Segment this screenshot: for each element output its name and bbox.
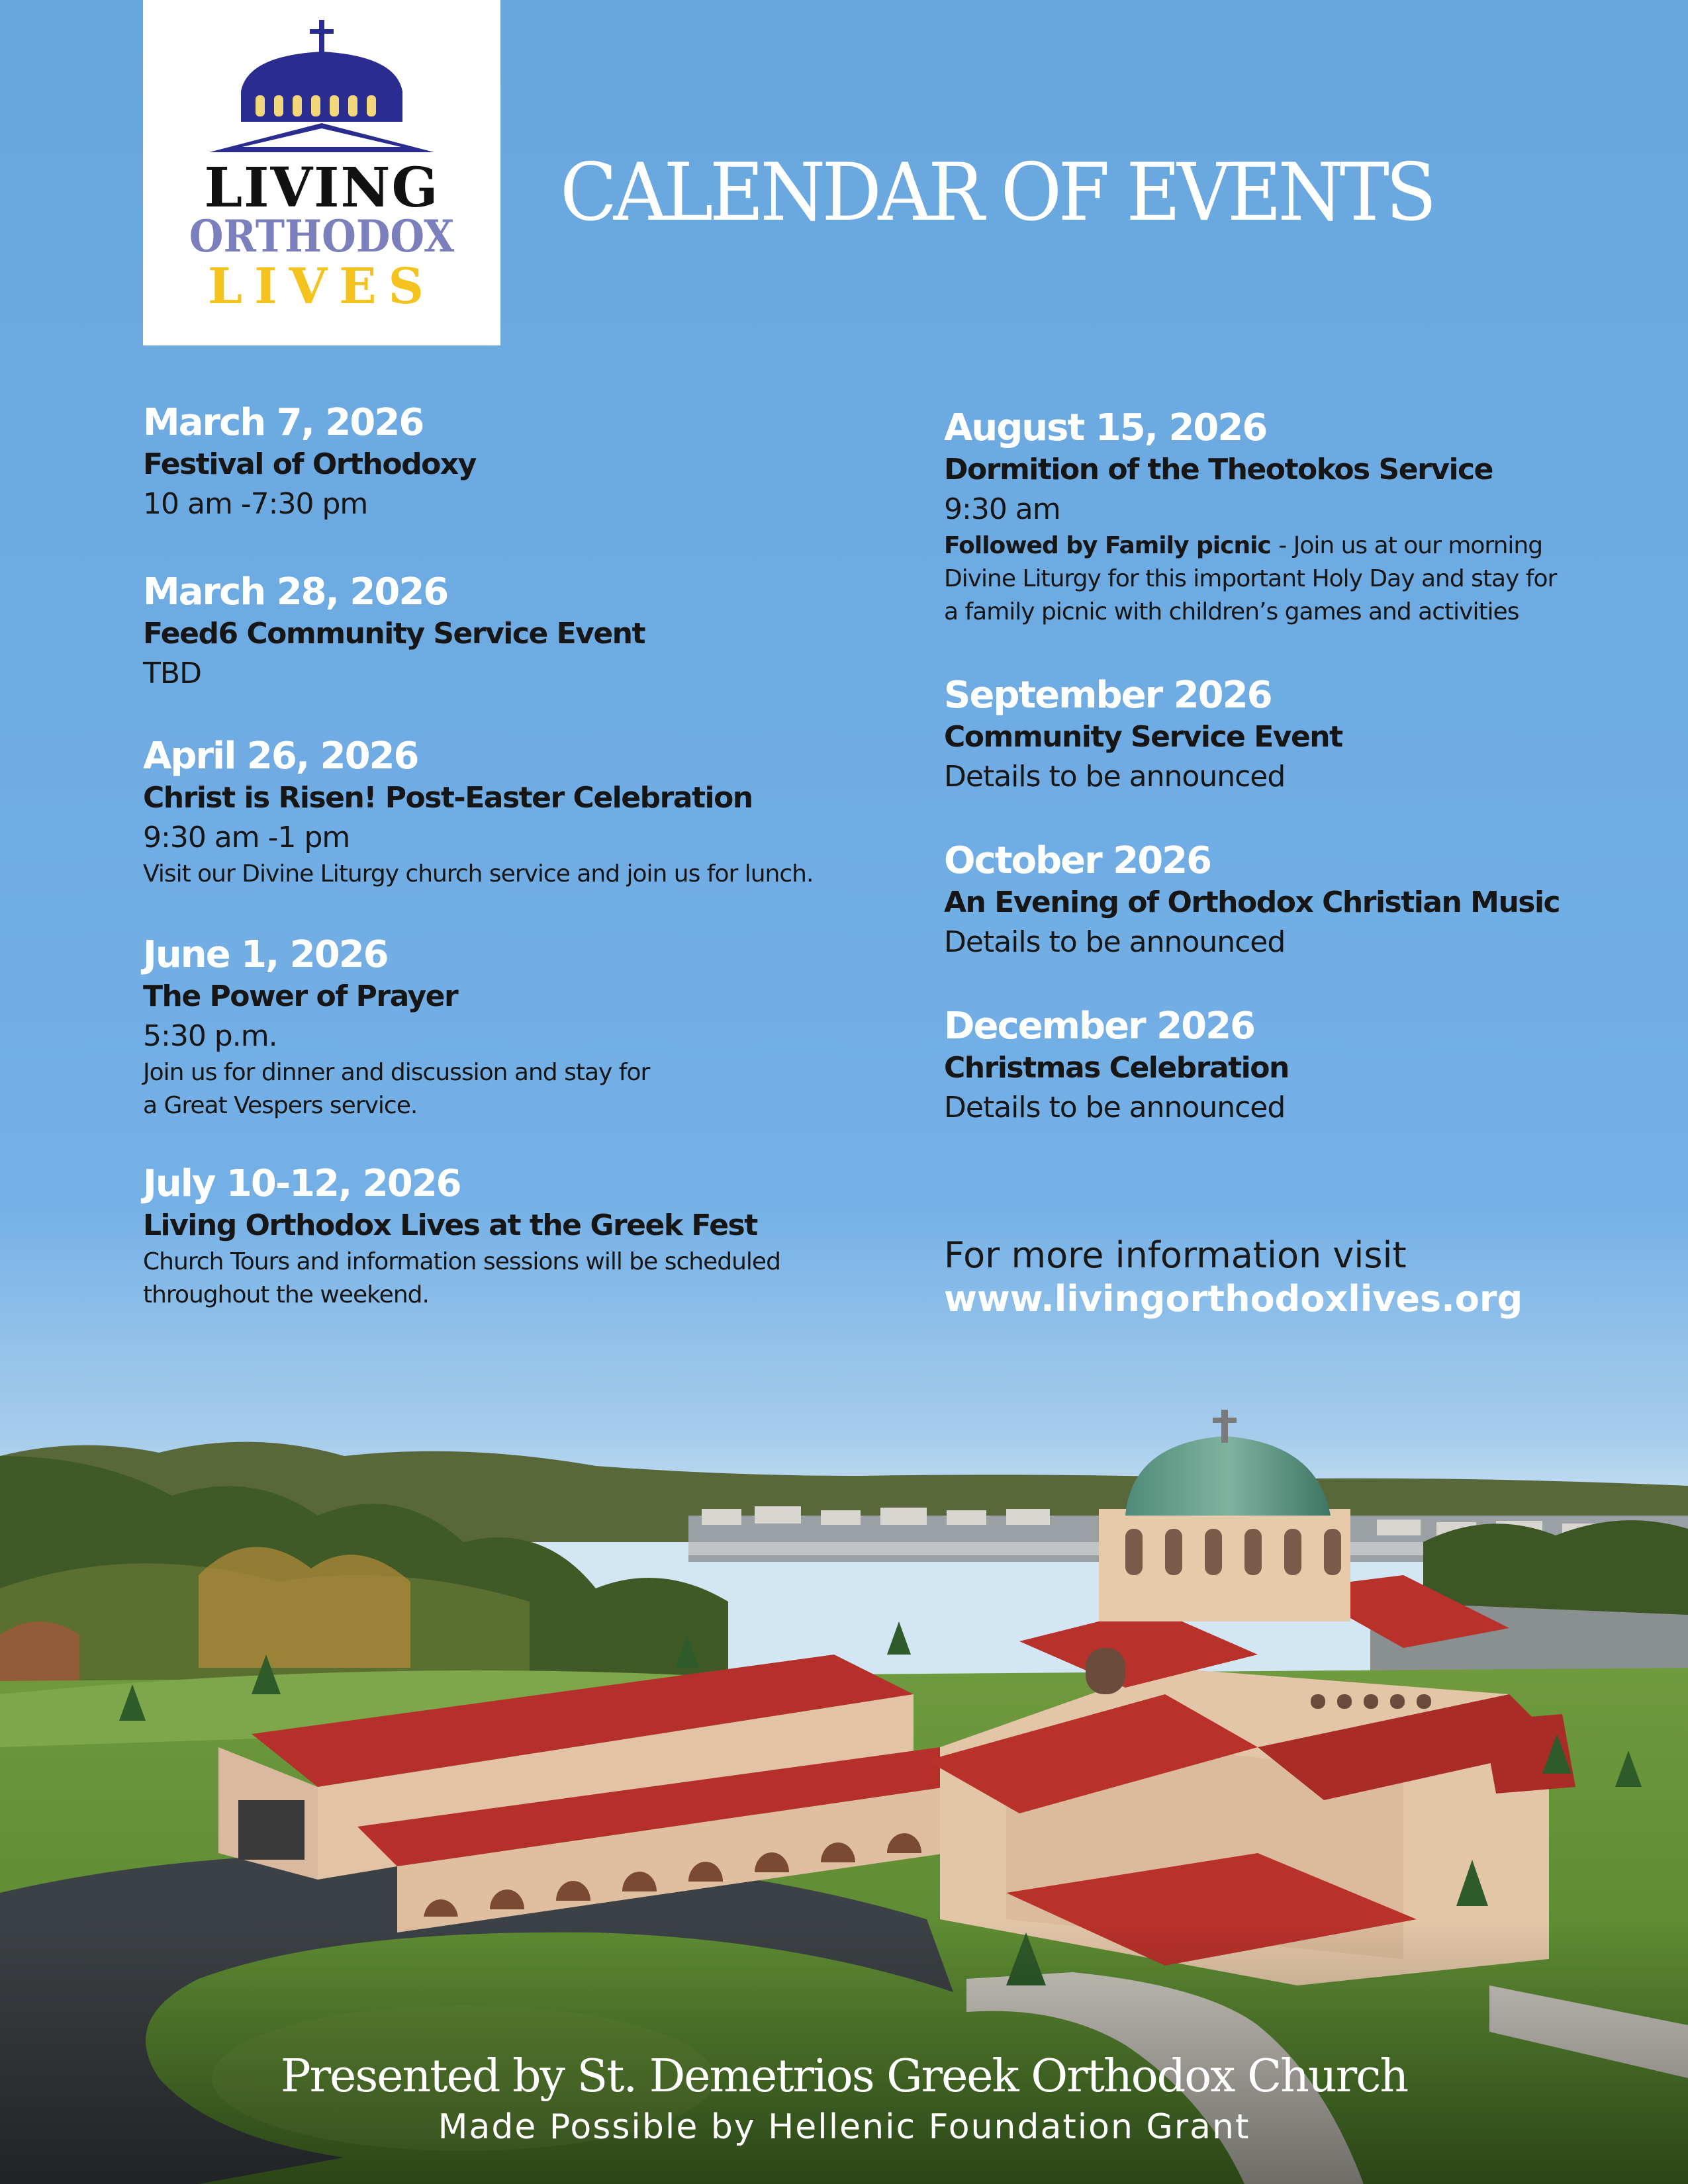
event-date: December 2026 bbox=[944, 1005, 1255, 1048]
event-time: TBD bbox=[143, 657, 201, 690]
event-time: 10 am -7:30 pm bbox=[143, 487, 368, 521]
logo-line-orthodox: ORTHODOX bbox=[189, 210, 455, 262]
event-time: Details to be announced bbox=[944, 1091, 1286, 1124]
church-dome-icon bbox=[143, 0, 500, 159]
event-date: September 2026 bbox=[944, 674, 1272, 717]
event-description: Visit our Divine Liturgy church service and join us for lunch. bbox=[143, 860, 814, 887]
event-title: The Power of Prayer bbox=[143, 979, 458, 1013]
event-description-line: Divine Liturgy for this important Holy Day and stay for bbox=[944, 565, 1557, 592]
event-description-text: - Join us at our morning bbox=[1278, 532, 1543, 559]
event-title: Dormition of the Theotokos Service bbox=[944, 453, 1493, 486]
events-right-column bbox=[944, 406, 1613, 1128]
event-description-line: Join us for dinner and discussion and stay for bbox=[143, 1059, 650, 1086]
event-time: Details to be announced bbox=[944, 925, 1286, 959]
event-date: October 2026 bbox=[944, 839, 1211, 882]
event-title: Feed6 Community Service Event bbox=[143, 617, 645, 651]
event-festival-of-orthodoxy bbox=[143, 401, 871, 524]
more-info-label: For more information visit bbox=[944, 1234, 1407, 1276]
event-title: Christmas Celebration bbox=[944, 1051, 1289, 1085]
logo-line-lives: LIVES bbox=[208, 258, 436, 315]
event-title: Living Orthodox Lives at the Greek Fest bbox=[143, 1208, 757, 1242]
page-title: CALENDAR OF EVENTS bbox=[560, 147, 1433, 239]
event-date: March 28, 2026 bbox=[143, 570, 448, 614]
event-time: 9:30 am bbox=[944, 492, 1060, 526]
event-christmas bbox=[944, 1005, 1613, 1128]
event-time: 5:30 p.m. bbox=[143, 1019, 277, 1053]
logo-line-living: LIVING bbox=[204, 156, 440, 220]
event-date: August 15, 2026 bbox=[944, 406, 1267, 449]
more-info bbox=[944, 1234, 1523, 1321]
event-description-line: a Great Vespers service. bbox=[143, 1092, 418, 1119]
event-dormition bbox=[944, 406, 1613, 629]
event-christian-music bbox=[944, 839, 1613, 962]
event-feed6 bbox=[143, 570, 871, 694]
event-title: Community Service Event bbox=[944, 720, 1342, 754]
presented-by: Presented by St. Demetrios Greek Orthodox Church bbox=[280, 2050, 1408, 2103]
event-time: Details to be announced bbox=[944, 760, 1286, 794]
event-description-line bbox=[944, 529, 1613, 563]
event-date: June 1, 2026 bbox=[143, 933, 388, 976]
events-left-column bbox=[143, 401, 871, 1312]
event-description-line: Church Tours and information sessions will be scheduled bbox=[143, 1248, 780, 1275]
event-title: An Evening of Orthodox Christian Music bbox=[944, 886, 1560, 919]
event-title: Christ is Risen! Post-Easter Celebration bbox=[143, 781, 753, 815]
event-description-line: throughout the weekend. bbox=[143, 1281, 429, 1308]
event-time: 9:30 am -1 pm bbox=[143, 821, 350, 854]
event-description-line: a family picnic with children’s games and activities bbox=[944, 598, 1519, 625]
event-title: Festival of Orthodoxy bbox=[143, 447, 476, 481]
event-description-bold: Followed by Family picnic bbox=[944, 532, 1279, 559]
grant-credit: Made Possible by Hellenic Foundation Grant bbox=[438, 2107, 1250, 2147]
event-power-of-prayer bbox=[143, 933, 871, 1122]
event-date: April 26, 2026 bbox=[143, 735, 418, 778]
event-date: March 7, 2026 bbox=[143, 401, 424, 444]
event-post-easter bbox=[143, 735, 871, 891]
event-greek-fest bbox=[143, 1162, 871, 1312]
logo bbox=[143, 0, 500, 345]
website-link[interactable]: www.livingorthodoxlives.org bbox=[944, 1278, 1523, 1320]
event-community-service bbox=[944, 674, 1613, 797]
event-date: July 10-12, 2026 bbox=[143, 1162, 461, 1205]
